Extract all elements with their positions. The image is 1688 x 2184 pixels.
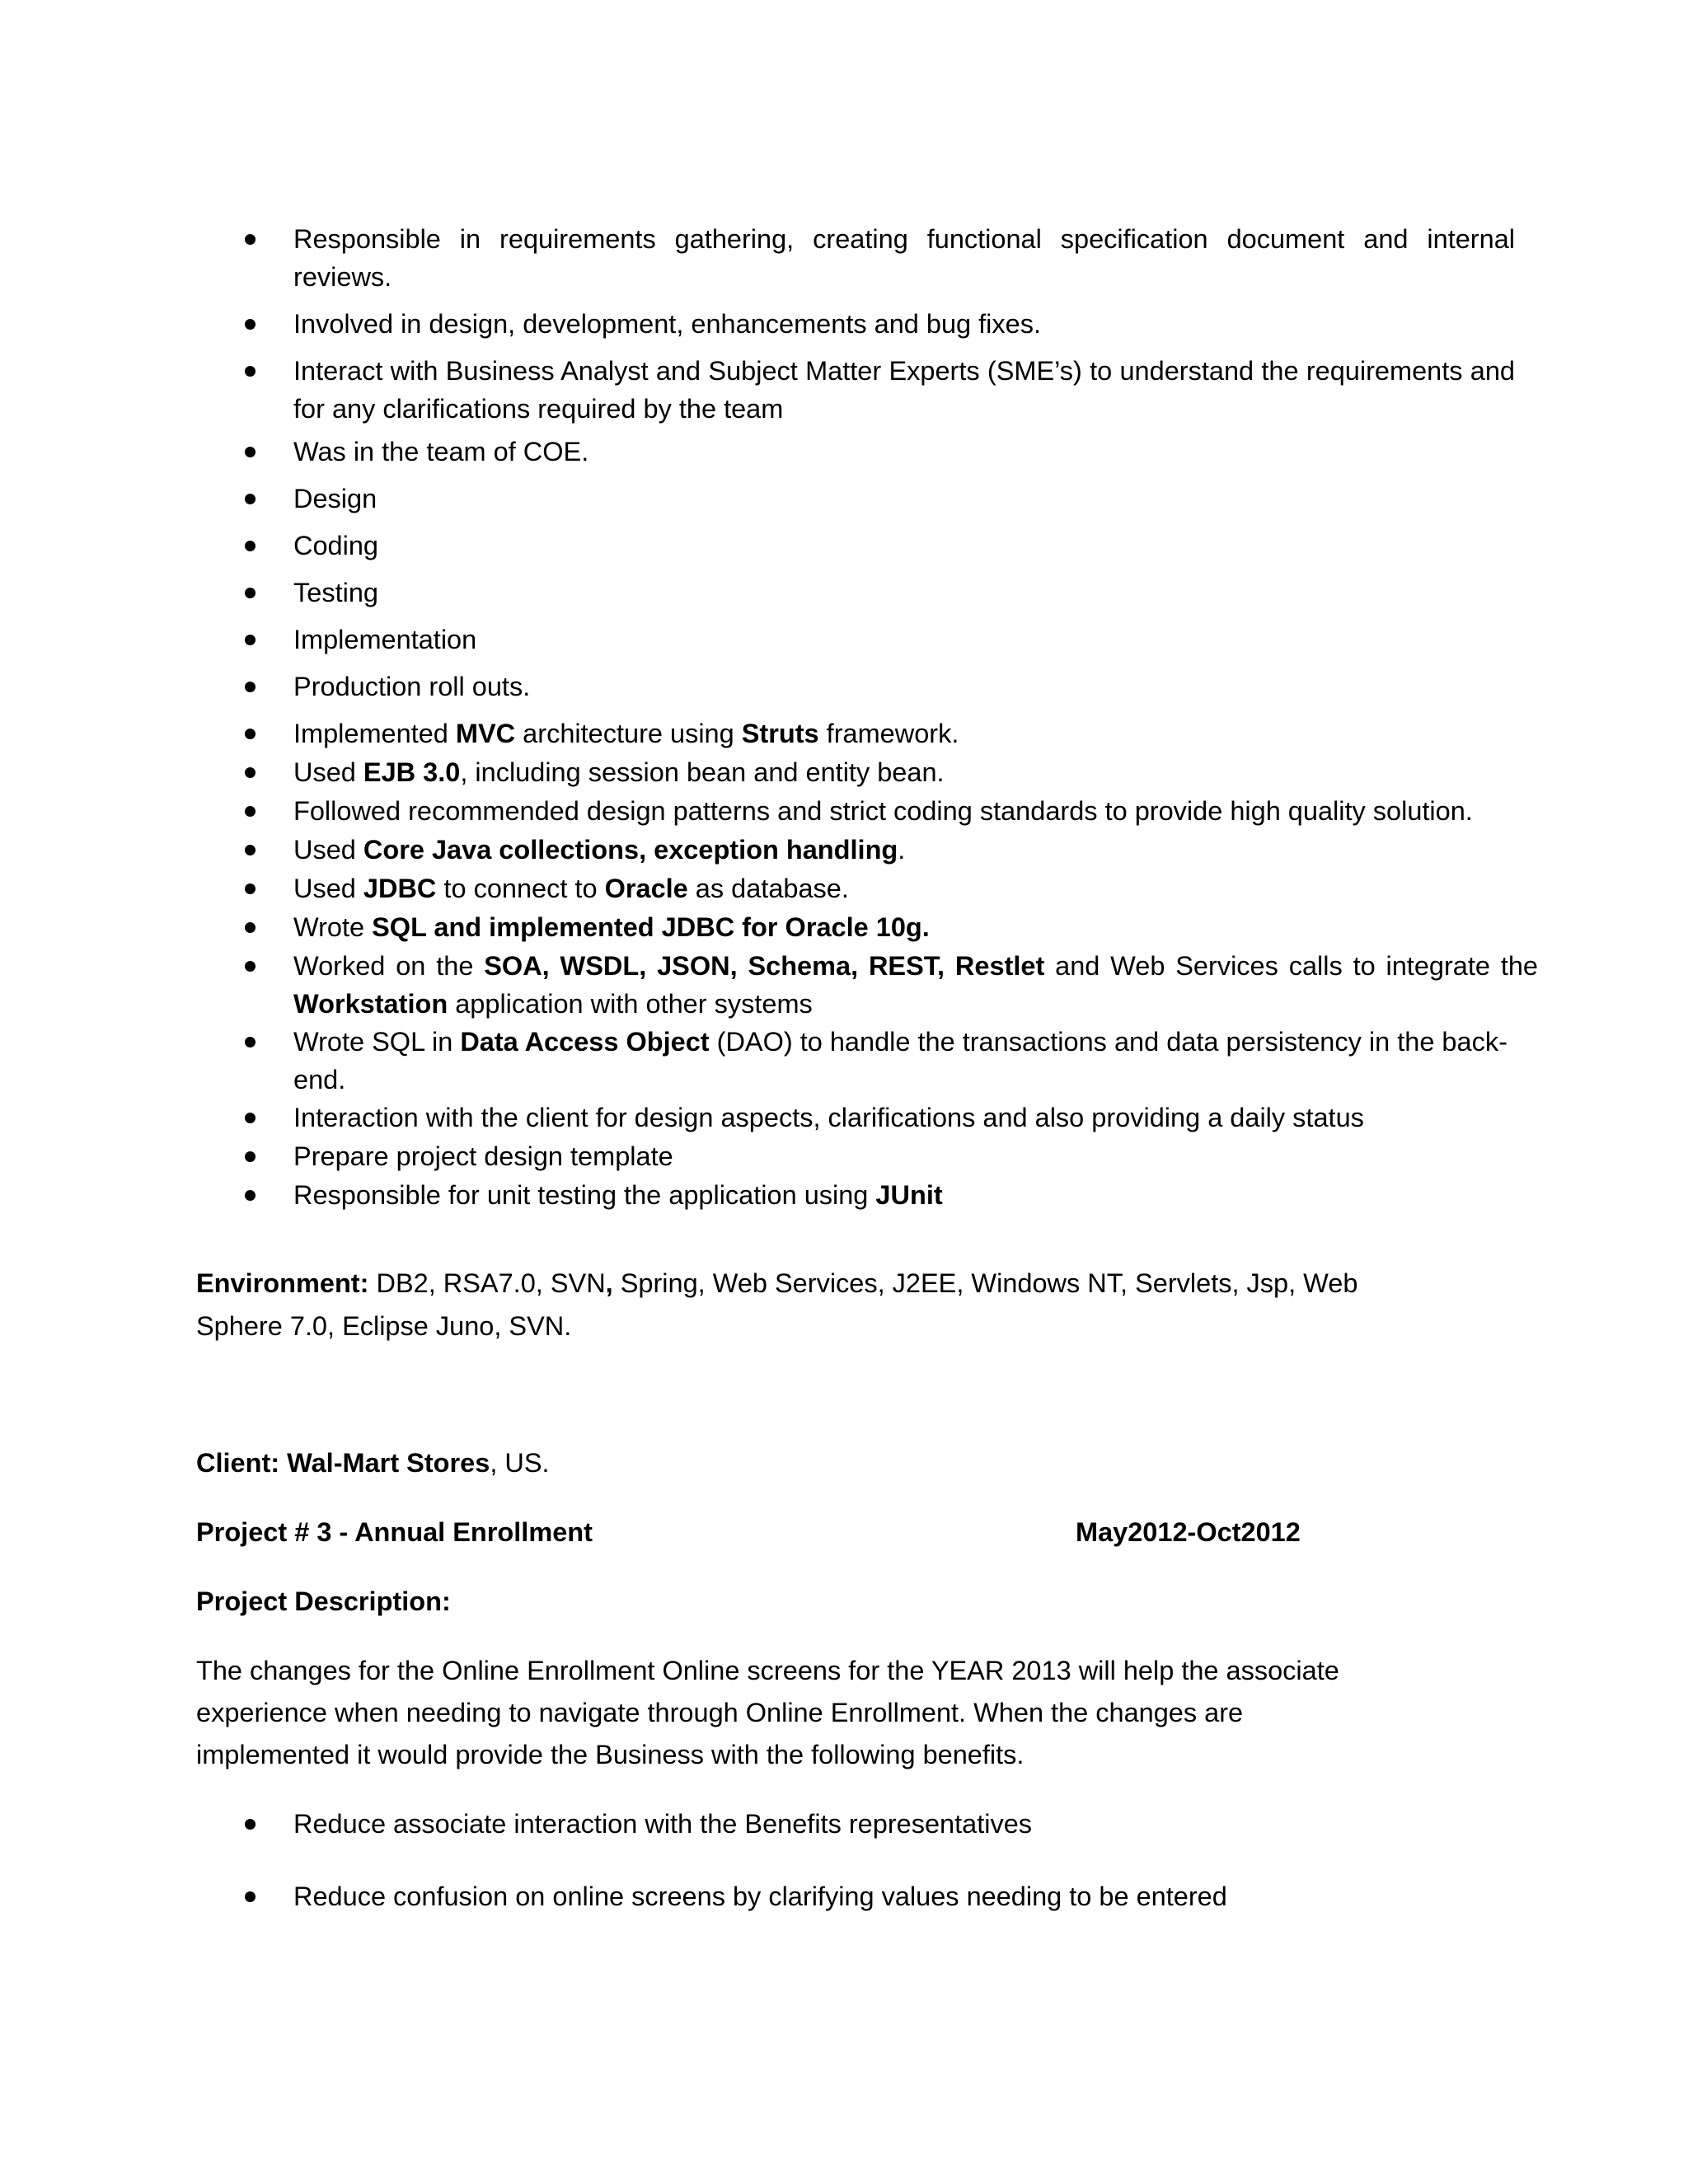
project-description-line: implemented it would provide the Business with the following benefits. bbox=[196, 1740, 1025, 1769]
text-run: Used bbox=[293, 835, 363, 865]
bullet-icon bbox=[245, 883, 256, 894]
list-item-text bbox=[293, 908, 930, 946]
client-line bbox=[196, 1442, 550, 1484]
project-dates: May2012-Oct2012 bbox=[1076, 1517, 1301, 1547]
bold-text: Struts bbox=[741, 719, 819, 748]
text-run: and Web Services calls to integrate the bbox=[1044, 951, 1538, 981]
text-run: as database. bbox=[687, 874, 849, 903]
list-item-text bbox=[293, 1137, 673, 1175]
bold-text: Data Access Object bbox=[460, 1027, 710, 1057]
text-run: . bbox=[898, 835, 906, 865]
bullet-icon bbox=[245, 234, 256, 245]
text-run: Interaction with the client for design aspects, clarifications and also providing a daily status bbox=[293, 1103, 1364, 1132]
bullet-icon bbox=[245, 1819, 256, 1830]
list-item-text bbox=[293, 1176, 943, 1214]
bold-text: SOA, WSDL, JSON, Schema, REST, Restlet bbox=[484, 951, 1045, 981]
bullet-icon bbox=[245, 588, 256, 598]
list-item-text bbox=[293, 831, 905, 869]
bullet-icon bbox=[245, 1113, 256, 1123]
text-run: Was in the team of COE. bbox=[293, 437, 589, 466]
list-item-text bbox=[293, 621, 476, 658]
list-item-text bbox=[293, 527, 378, 565]
text-run: Responsible in requirements gathering, creating functional specification document and internal reviews. bbox=[293, 224, 1515, 292]
bullet-icon bbox=[245, 729, 256, 739]
text-run: Interact with Business Analyst and Subject Matter Experts (SME’s) to understand the requirements and for any clarifications required by the team bbox=[293, 356, 1515, 424]
text-run: Testing bbox=[293, 578, 378, 607]
bullet-icon bbox=[245, 682, 256, 692]
bullet-icon bbox=[245, 1190, 256, 1201]
environment-text: DB2, RSA7.0, SVN bbox=[368, 1268, 606, 1298]
bullet-icon bbox=[245, 635, 256, 645]
bullet-icon bbox=[245, 1037, 256, 1047]
bullet-icon bbox=[245, 494, 256, 504]
text-run: Design bbox=[293, 484, 377, 513]
text-run: to connect to bbox=[436, 874, 605, 903]
list-item-text bbox=[293, 869, 849, 907]
list-item-text bbox=[293, 220, 1515, 296]
list-item-text bbox=[293, 668, 530, 705]
text-run: Worked on the bbox=[293, 951, 485, 981]
environment-line-2: Sphere 7.0, Eclipse Juno, SVN. bbox=[196, 1311, 572, 1341]
list-item-text bbox=[293, 574, 378, 612]
list-item-text bbox=[293, 433, 588, 471]
bold-text: Workstation bbox=[293, 989, 448, 1019]
bold-text: Oracle bbox=[604, 874, 688, 903]
text-run: application with other systems bbox=[448, 989, 813, 1019]
bullet-icon bbox=[245, 366, 256, 377]
text-run: Prepare project design template bbox=[293, 1141, 673, 1171]
bullet-icon bbox=[245, 447, 256, 457]
list-item-text bbox=[293, 753, 945, 791]
project-description-label: Project Description: bbox=[196, 1586, 451, 1616]
list-item-text bbox=[293, 715, 959, 752]
client-label: Client: Wal-Mart Stores bbox=[196, 1448, 490, 1478]
bullet-icon bbox=[245, 961, 256, 972]
project-description-line: The changes for the Online Enrollment Online screens for the YEAR 2013 will help the associate bbox=[196, 1656, 1339, 1685]
list-item-text bbox=[293, 1023, 1515, 1099]
client-country: , US. bbox=[490, 1448, 550, 1478]
text-run: Involved in design, development, enhancements and bug fixes. bbox=[293, 309, 1041, 339]
text-run: (DAO) to handle the transactions and data persistency in the back-end. bbox=[293, 1027, 1507, 1094]
text-run: Wrote bbox=[293, 912, 373, 942]
text-run: architecture using bbox=[515, 719, 742, 748]
text-run: Responsible for unit testing the application using bbox=[293, 1180, 876, 1210]
bold-text: EJB 3.0 bbox=[363, 757, 461, 787]
environment-text: Spring, Web Services, J2EE, Windows NT, Servlets, Jsp, Web bbox=[612, 1268, 1358, 1298]
environment-line-1 bbox=[196, 1263, 1357, 1305]
bold-text: JDBC bbox=[363, 874, 437, 903]
list-item-text bbox=[293, 305, 1041, 343]
project-description-line: experience when needing to navigate through Online Enrollment. When the changes are bbox=[196, 1698, 1244, 1727]
text-run: Used bbox=[293, 874, 363, 903]
list-item-text bbox=[293, 1099, 1364, 1137]
bullet-icon bbox=[245, 1891, 256, 1902]
bold-text: Core Java collections, exception handling bbox=[363, 835, 898, 865]
bold-text: MVC bbox=[455, 719, 516, 748]
list-item-text bbox=[293, 792, 1473, 830]
list-item-text bbox=[293, 947, 1538, 1023]
project-title: Project # 3 - Annual Enrollment bbox=[196, 1517, 593, 1547]
text-run: Production roll outs. bbox=[293, 672, 531, 701]
bullet-icon bbox=[245, 767, 256, 778]
list-item-text: Reduce confusion on online screens by clarifying values needing to be entered bbox=[293, 1882, 1227, 1911]
bullet-icon bbox=[245, 922, 256, 933]
text-run: Implemented bbox=[293, 719, 456, 748]
bold-text: JUnit bbox=[875, 1180, 943, 1210]
text-run: Followed recommended design patterns and strict coding standards to provide high quality solution. bbox=[293, 796, 1473, 826]
list-item-text bbox=[293, 480, 377, 518]
bullet-icon bbox=[245, 541, 256, 551]
list-item-text bbox=[293, 352, 1515, 428]
bullet-icon bbox=[245, 319, 256, 330]
text-run: Coding bbox=[293, 531, 378, 560]
text-run: framework. bbox=[818, 719, 959, 748]
bullet-icon bbox=[245, 1151, 256, 1162]
bold-text: SQL and implemented JDBC for Oracle 10g. bbox=[372, 912, 930, 942]
text-run: , including session bean and entity bean. bbox=[460, 757, 945, 787]
bullet-icon bbox=[245, 845, 256, 855]
list-item-text: Reduce associate interaction with the Benefits representatives bbox=[293, 1809, 1033, 1839]
text-run: Implementation bbox=[293, 625, 477, 654]
environment-label: Environment: bbox=[196, 1268, 369, 1298]
text-run: Wrote SQL in bbox=[293, 1027, 461, 1057]
bullet-icon bbox=[245, 806, 256, 817]
text-run: Used bbox=[293, 757, 363, 787]
environment-comma: , bbox=[605, 1268, 613, 1298]
